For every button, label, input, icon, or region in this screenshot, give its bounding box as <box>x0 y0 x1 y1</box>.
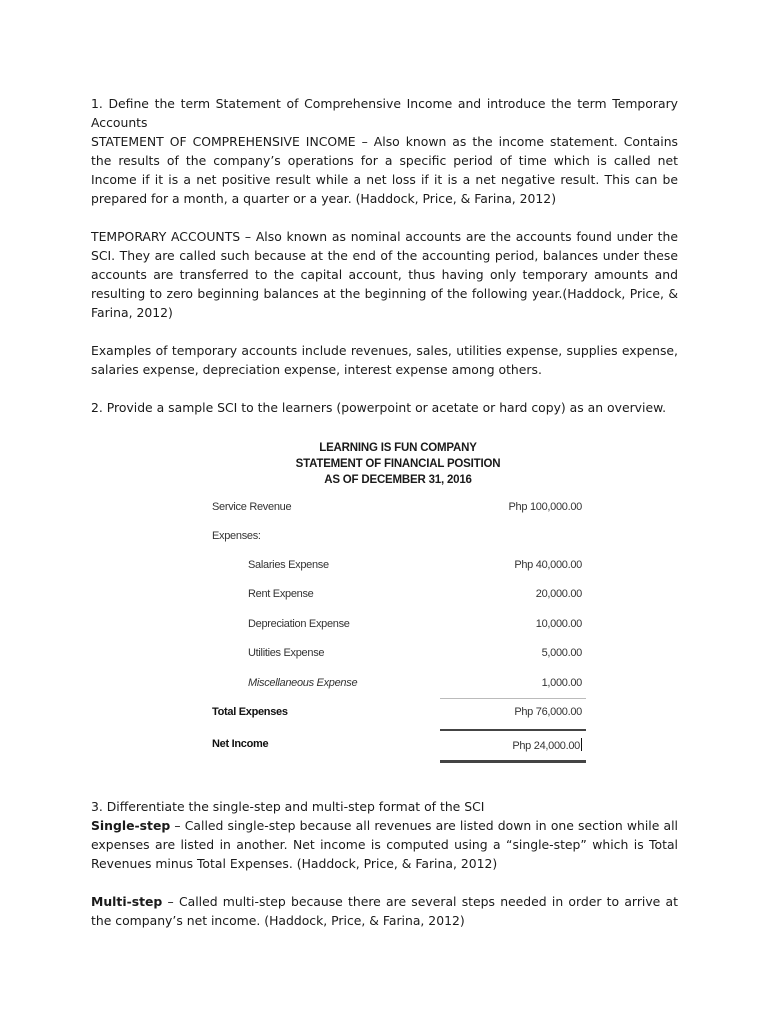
temp-accounts-definition <box>91 227 678 322</box>
expense-value: Php 40,000.00 <box>514 559 582 571</box>
multi-step-text: – Called multi-step because there are several steps needed in order to arrive at the company’s net income. (Haddock, Price, & Farina, 2012) <box>91 894 678 928</box>
single-step-text: – Called single-step because all revenues are listed down in one section while all expenses are listed in another. Net income is computed using a “single-step” which is Total Revenues minus Total Expenses. (Haddock, Price, & Farina, 2012) <box>91 818 678 871</box>
sci-term: STATEMENT OF COMPREHENSIVE INCOME <box>91 134 356 149</box>
temp-term: TEMPORARY ACCOUNTS <box>91 229 241 244</box>
expenses-label: Expenses: <box>212 530 261 542</box>
document-body-lower <box>91 797 678 930</box>
expense-label: Miscellaneous Expense <box>248 677 358 689</box>
statement-date: AS OF DECEMBER 31, 2016 <box>324 474 472 486</box>
examples-paragraph: Examples of temporary accounts include revenues, sales, utilities expense, supplies expense, salaries expense, depreciation expense, interest expense among others. <box>91 343 678 377</box>
expense-row <box>210 618 586 638</box>
net-income-row <box>210 738 586 758</box>
expense-label: Depreciation Expense <box>248 618 350 630</box>
text-cursor <box>581 738 582 751</box>
document-body <box>91 94 678 417</box>
sci-definition <box>91 132 678 208</box>
net-income-label: Net Income <box>212 738 269 750</box>
section2-heading: 2. Provide a sample SCI to the learners (powerpoint or acetate or hard copy) as an overview. <box>91 400 667 415</box>
sample-statement <box>210 440 586 770</box>
expense-label: Salaries Expense <box>248 559 329 571</box>
expense-value: 20,000.00 <box>535 588 582 600</box>
expense-label: Rent Expense <box>248 588 314 600</box>
statement-company: LEARNING IS FUN COMPANY <box>319 442 477 454</box>
expense-value: 5,000.00 <box>541 647 582 659</box>
service-revenue-row <box>210 501 586 521</box>
service-revenue-value: Php 100,000.00 <box>508 501 582 513</box>
net-income-amount: Php 24,000.00 <box>512 740 580 752</box>
single-step-paragraph <box>91 816 678 873</box>
multi-step-term: Multi-step <box>91 894 163 909</box>
section1-heading: 1. Define the term Statement of Comprehensive Income and introduce the term Temporary Accounts <box>91 96 678 130</box>
single-step-term: Single-step <box>91 818 171 833</box>
total-expenses-value: Php 76,000.00 <box>514 706 582 718</box>
service-revenue-label: Service Revenue <box>212 501 292 513</box>
total-expenses-label: Total Expenses <box>212 706 288 718</box>
expense-value: 10,000.00 <box>535 618 582 630</box>
expenses-header-row <box>210 530 586 550</box>
expense-row <box>210 647 586 667</box>
total-expenses-row <box>210 706 586 726</box>
statement-title: STATEMENT OF FINANCIAL POSITION <box>295 458 501 470</box>
net-income-value <box>512 738 582 752</box>
subtotal-rule <box>440 698 586 699</box>
expense-row <box>210 559 586 579</box>
expense-row <box>210 677 586 697</box>
multi-step-paragraph <box>91 892 678 930</box>
expense-label: Utilities Expense <box>248 647 325 659</box>
double-rule <box>440 760 586 763</box>
sci-def-text: – Also known as the income statement. Contains the results of the company’s operations for a specific period of time which is called net Income if it is a net positive result while a net loss if it is a net negative result. This can be prepared for a month, a quarter or a year. (Haddock, Price, & Farina, 2012) <box>91 134 679 206</box>
expense-row <box>210 588 586 608</box>
expense-value: 1,000.00 <box>541 677 582 689</box>
total-rule <box>440 729 586 731</box>
section3-heading: 3. Differentiate the single-step and multi-step format of the SCI <box>91 799 485 814</box>
temp-def-text: – Also known as nominal accounts are the accounts found under the SCI. They are called such because at the end of the accounting period, balances under these accounts are transferred to the capital account, thus having only temporary amounts and resulting to zero beginning balances at the beginning of the following year.(Haddock, Price, & Farina, 2012) <box>91 229 678 320</box>
